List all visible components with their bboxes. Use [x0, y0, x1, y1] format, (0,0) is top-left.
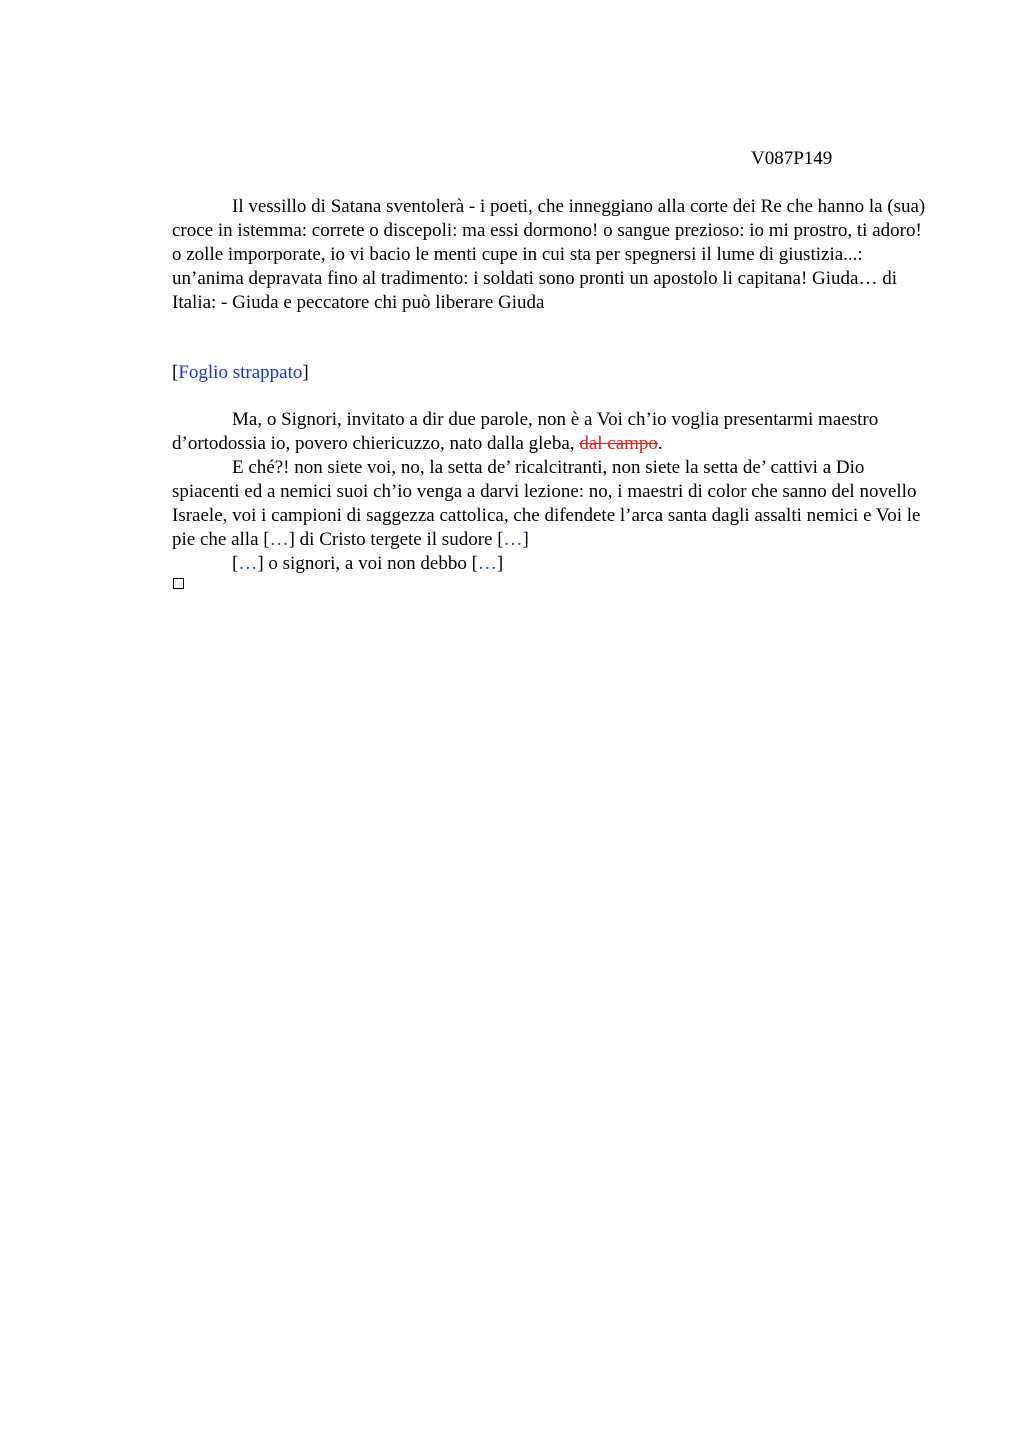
main-text [172, 408, 928, 576]
editorial-note-text: Foglio strappato [178, 362, 303, 383]
paragraph-2-end: . [657, 433, 663, 454]
gap-marker: … [269, 529, 289, 550]
gap-bracket-close: ] [496, 553, 504, 574]
gap-marker: … [238, 553, 258, 574]
editorial-note-open: [ [172, 362, 179, 383]
paragraph-4 [172, 552, 928, 576]
gap-bracket-open: [ [497, 529, 504, 550]
paragraph-3-part2: di Cristo tergete il sudore [294, 529, 498, 550]
gap-bracket-open: [ [471, 553, 478, 574]
gap-bracket-close: ] [257, 553, 264, 574]
paragraph-3-part1: E ché?! non siete voi, no, la setta de’ ricalcitranti, non siete la setta de’ cattivi a Dio spiacenti ed a nemici suoi ch’io venga a darvi lezione: no, i maestri di color che sanno del novello Israele, voi i campioni di saggezza cattolica, che difendete l’arca santa dagli assalti nemici e Voi le pie che alla [172, 457, 921, 550]
checkbox-square-icon [173, 578, 184, 589]
paragraph-4-text: o signori, a voi non debbo [263, 553, 472, 574]
gap-bracket-open: [ [232, 553, 239, 574]
gap-bracket-close: ] [288, 529, 295, 550]
editorial-note [172, 361, 928, 385]
gap-marker: … [503, 529, 523, 550]
paragraph-2-text: Ma, o Signori, invitato a dir due parole, non è a Voi ch’io voglia presentarmi maestro d’ortodossia io, povero chiericuzzo, nato dalla gleba, [172, 409, 879, 454]
paragraph-2 [172, 408, 928, 456]
paragraph-1 [172, 195, 928, 315]
struck-text: dal campo [579, 433, 658, 454]
gap-bracket-close: ] [522, 529, 529, 550]
page-code: V087P149 [751, 148, 833, 169]
gap-marker: … [477, 553, 497, 574]
editorial-note-close: ] [302, 362, 309, 383]
gap-bracket-open: [ [263, 529, 270, 550]
paragraph-1-text: Il vessillo di Satana sventolerà - i poeti, che inneggiano alla corte dei Re che hanno la (sua) croce in istemma: correte o discepoli: ma essi dormono! o sangue prezioso: io mi prostro, ti adoro! o zolle imporporate, io vi bacio le menti cupe in cui sta per spegnersi il lume di giustizia...: un’anima depravata fino al tradimento: i soldati sono pronti un apostolo li capitana! Giuda… di Italia: - Giuda e peccatore chi può liberare Giuda [172, 196, 926, 313]
paragraph-3 [172, 456, 928, 552]
